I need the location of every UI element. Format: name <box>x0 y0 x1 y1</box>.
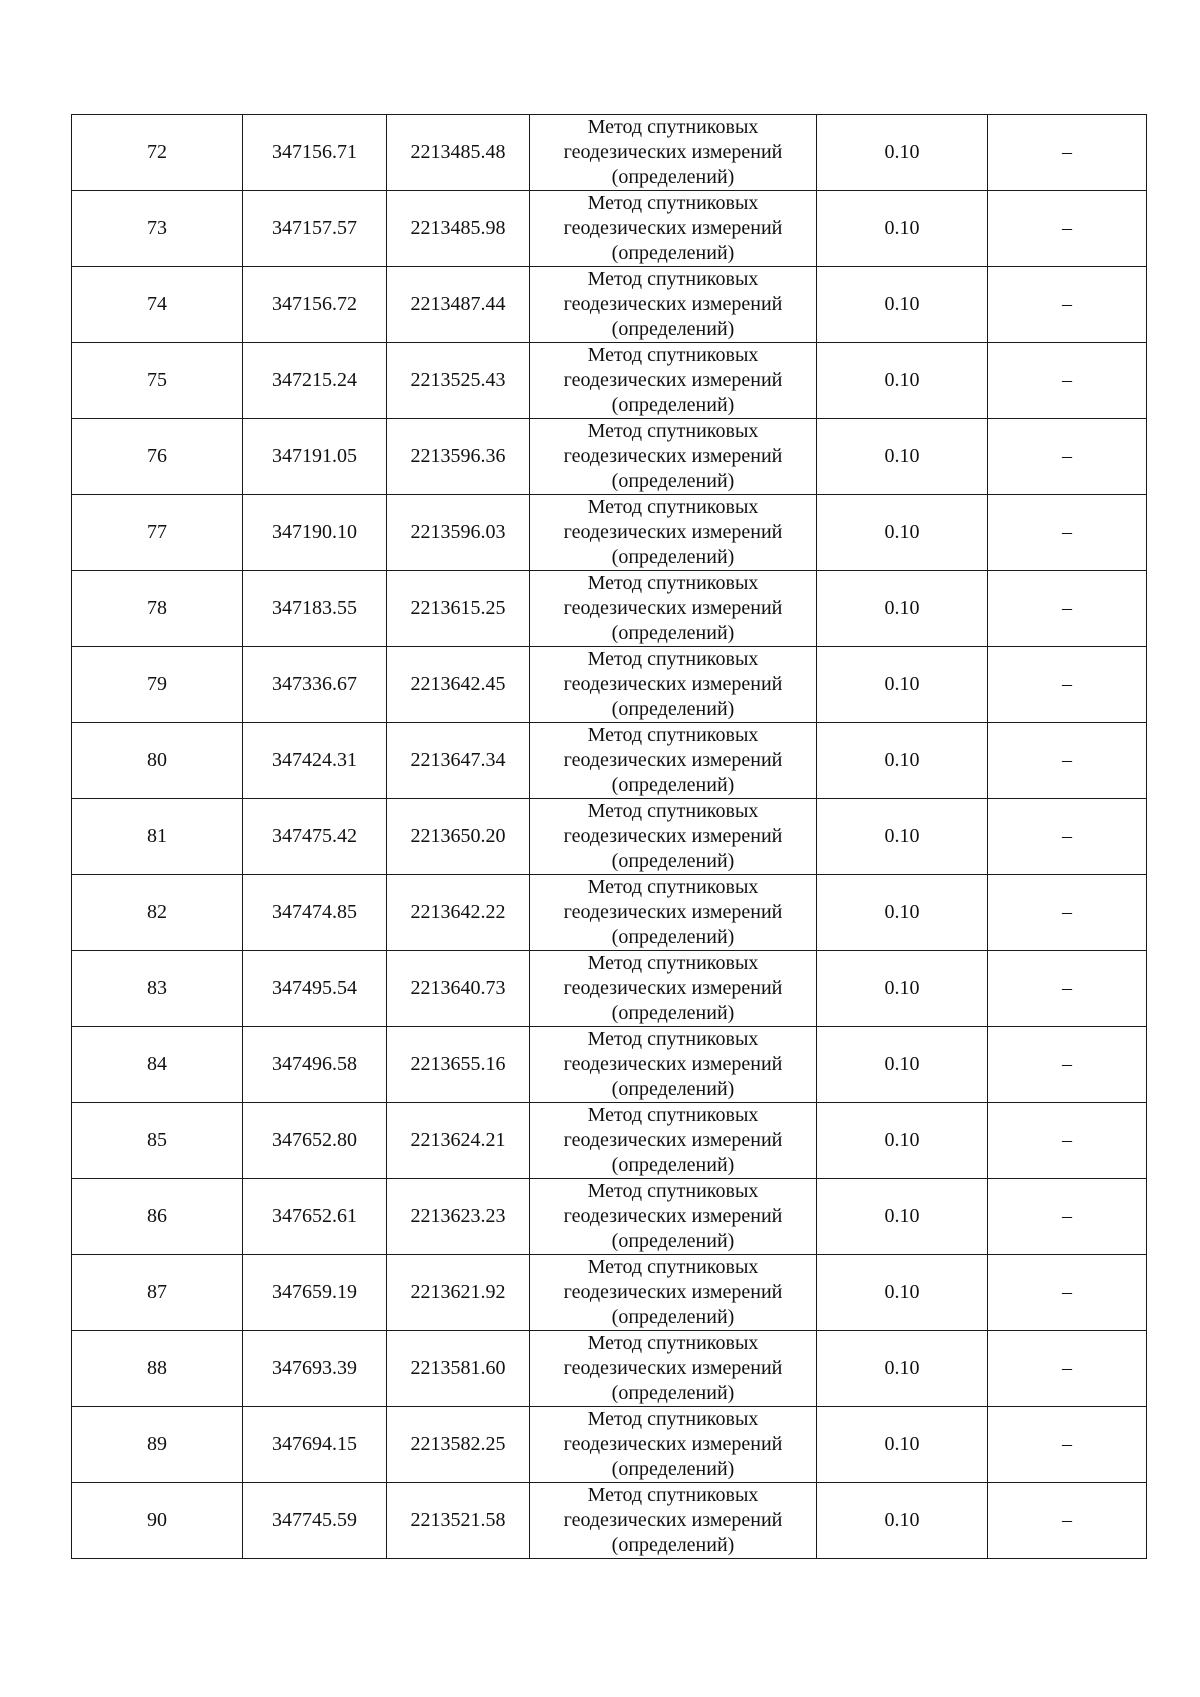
x-coordinate-cell: 347652.61 <box>243 1179 387 1255</box>
method-line: (определений) <box>611 1534 735 1556</box>
method-cell <box>530 951 817 1027</box>
accuracy-cell: 0.10 <box>817 1179 988 1255</box>
y-coordinate-cell: 2213485.48 <box>387 115 530 191</box>
method-cell <box>530 191 817 267</box>
accuracy-cell: 0.10 <box>817 1483 988 1559</box>
method-line: (определений) <box>611 1078 735 1100</box>
method-line: (определений) <box>611 470 735 492</box>
method-line: (определений) <box>611 1002 735 1024</box>
y-coordinate-cell: 2213642.45 <box>387 647 530 723</box>
y-coordinate-cell: 2213655.16 <box>387 1027 530 1103</box>
method-line: (определений) <box>611 1306 735 1328</box>
x-coordinate-cell: 347157.57 <box>243 191 387 267</box>
method-line: Метод спутниковых <box>587 1332 759 1354</box>
method-cell <box>530 571 817 647</box>
method-line: Метод спутниковых <box>587 800 759 822</box>
accuracy-cell: 0.10 <box>817 647 988 723</box>
note-cell: – <box>988 1483 1147 1559</box>
method-line: (определений) <box>611 166 735 188</box>
accuracy-cell: 0.10 <box>817 495 988 571</box>
point-number-cell: 76 <box>72 419 243 495</box>
method-line: (определений) <box>611 1458 735 1480</box>
method-line: (определений) <box>611 394 735 416</box>
method-cell <box>530 115 817 191</box>
note-cell: – <box>988 1255 1147 1331</box>
y-coordinate-cell: 2213624.21 <box>387 1103 530 1179</box>
method-cell <box>530 343 817 419</box>
accuracy-cell: 0.10 <box>817 1027 988 1103</box>
point-number-cell: 90 <box>72 1483 243 1559</box>
method-line: Метод спутниковых <box>587 192 759 214</box>
table-row <box>72 1255 1147 1331</box>
table-row <box>72 1027 1147 1103</box>
table-row <box>72 647 1147 723</box>
accuracy-cell: 0.10 <box>817 115 988 191</box>
x-coordinate-cell: 347694.15 <box>243 1407 387 1483</box>
table-row <box>72 723 1147 799</box>
y-coordinate-cell: 2213623.23 <box>387 1179 530 1255</box>
method-cell <box>530 1407 817 1483</box>
point-number-cell: 89 <box>72 1407 243 1483</box>
accuracy-cell: 0.10 <box>817 723 988 799</box>
method-line: Метод спутниковых <box>587 1256 759 1278</box>
y-coordinate-cell: 2213596.03 <box>387 495 530 571</box>
y-coordinate-cell: 2213647.34 <box>387 723 530 799</box>
table-row <box>72 1407 1147 1483</box>
method-line: Метод спутниковых <box>587 1104 759 1126</box>
point-number-cell: 83 <box>72 951 243 1027</box>
x-coordinate-cell: 347191.05 <box>243 419 387 495</box>
y-coordinate-cell: 2213521.58 <box>387 1483 530 1559</box>
method-cell <box>530 267 817 343</box>
accuracy-cell: 0.10 <box>817 799 988 875</box>
method-line: (определений) <box>611 850 735 872</box>
note-cell: – <box>988 1179 1147 1255</box>
table-row <box>72 571 1147 647</box>
y-coordinate-cell: 2213582.25 <box>387 1407 530 1483</box>
y-coordinate-cell: 2213621.92 <box>387 1255 530 1331</box>
y-coordinate-cell: 2213642.22 <box>387 875 530 951</box>
table-row <box>72 1103 1147 1179</box>
x-coordinate-cell: 347659.19 <box>243 1255 387 1331</box>
method-line: геодезических измерений <box>563 673 783 695</box>
note-cell: – <box>988 951 1147 1027</box>
note-cell: – <box>988 1331 1147 1407</box>
x-coordinate-cell: 347336.67 <box>243 647 387 723</box>
x-coordinate-cell: 347475.42 <box>243 799 387 875</box>
coordinates-table <box>71 114 1147 1559</box>
method-line: Метод спутниковых <box>587 1028 759 1050</box>
method-line: геодезических измерений <box>563 1129 783 1151</box>
x-coordinate-cell: 347652.80 <box>243 1103 387 1179</box>
accuracy-cell: 0.10 <box>817 875 988 951</box>
point-number-cell: 72 <box>72 115 243 191</box>
note-cell: – <box>988 723 1147 799</box>
method-cell <box>530 1027 817 1103</box>
method-cell <box>530 495 817 571</box>
note-cell: – <box>988 1027 1147 1103</box>
method-line: (определений) <box>611 926 735 948</box>
point-number-cell: 81 <box>72 799 243 875</box>
table-row <box>72 343 1147 419</box>
x-coordinate-cell: 347745.59 <box>243 1483 387 1559</box>
method-line: (определений) <box>611 1382 735 1404</box>
method-cell <box>530 799 817 875</box>
method-line: Метод спутниковых <box>587 876 759 898</box>
method-line: Метод спутниковых <box>587 116 759 138</box>
method-line: геодезических измерений <box>563 1053 783 1075</box>
method-line: (определений) <box>611 318 735 340</box>
accuracy-cell: 0.10 <box>817 1331 988 1407</box>
accuracy-cell: 0.10 <box>817 419 988 495</box>
method-cell <box>530 1331 817 1407</box>
method-line: Метод спутниковых <box>587 344 759 366</box>
x-coordinate-cell: 347424.31 <box>243 723 387 799</box>
method-cell <box>530 1483 817 1559</box>
note-cell: – <box>988 115 1147 191</box>
accuracy-cell: 0.10 <box>817 343 988 419</box>
note-cell: – <box>988 571 1147 647</box>
method-cell <box>530 1255 817 1331</box>
table-row <box>72 1483 1147 1559</box>
method-line: геодезических измерений <box>563 749 783 771</box>
method-line: Метод спутниковых <box>587 648 759 670</box>
x-coordinate-cell: 347496.58 <box>243 1027 387 1103</box>
accuracy-cell: 0.10 <box>817 1103 988 1179</box>
table-row <box>72 875 1147 951</box>
x-coordinate-cell: 347215.24 <box>243 343 387 419</box>
method-cell <box>530 647 817 723</box>
note-cell: – <box>988 495 1147 571</box>
method-line: Метод спутниковых <box>587 420 759 442</box>
y-coordinate-cell: 2213485.98 <box>387 191 530 267</box>
method-line: геодезических измерений <box>563 369 783 391</box>
note-cell: – <box>988 1407 1147 1483</box>
accuracy-cell: 0.10 <box>817 1407 988 1483</box>
note-cell: – <box>988 799 1147 875</box>
accuracy-cell: 0.10 <box>817 571 988 647</box>
x-coordinate-cell: 347495.54 <box>243 951 387 1027</box>
x-coordinate-cell: 347693.39 <box>243 1331 387 1407</box>
accuracy-cell: 0.10 <box>817 1255 988 1331</box>
note-cell: – <box>988 343 1147 419</box>
accuracy-cell: 0.10 <box>817 191 988 267</box>
method-line: Метод спутниковых <box>587 496 759 518</box>
point-number-cell: 75 <box>72 343 243 419</box>
x-coordinate-cell: 347190.10 <box>243 495 387 571</box>
y-coordinate-cell: 2213615.25 <box>387 571 530 647</box>
method-cell <box>530 1179 817 1255</box>
method-line: геодезических измерений <box>563 1281 783 1303</box>
method-line: Метод спутниковых <box>587 1180 759 1202</box>
point-number-cell: 85 <box>72 1103 243 1179</box>
method-line: Метод спутниковых <box>587 724 759 746</box>
method-line: геодезических измерений <box>563 1205 783 1227</box>
y-coordinate-cell: 2213581.60 <box>387 1331 530 1407</box>
point-number-cell: 88 <box>72 1331 243 1407</box>
method-line: (определений) <box>611 622 735 644</box>
method-line: Метод спутниковых <box>587 952 759 974</box>
table-row <box>72 951 1147 1027</box>
point-number-cell: 84 <box>72 1027 243 1103</box>
table-row <box>72 1179 1147 1255</box>
table-row <box>72 419 1147 495</box>
method-line: геодезических измерений <box>563 1357 783 1379</box>
x-coordinate-cell: 347474.85 <box>243 875 387 951</box>
method-cell <box>530 875 817 951</box>
method-line: геодезических измерений <box>563 217 783 239</box>
method-line: (определений) <box>611 242 735 264</box>
point-number-cell: 77 <box>72 495 243 571</box>
note-cell: – <box>988 191 1147 267</box>
method-cell <box>530 723 817 799</box>
method-line: геодезических измерений <box>563 825 783 847</box>
note-cell: – <box>988 267 1147 343</box>
table-row <box>72 191 1147 267</box>
table-row <box>72 115 1147 191</box>
method-line: Метод спутниковых <box>587 1484 759 1506</box>
method-line: геодезических измерений <box>563 445 783 467</box>
y-coordinate-cell: 2213640.73 <box>387 951 530 1027</box>
method-line: (определений) <box>611 698 735 720</box>
note-cell: – <box>988 647 1147 723</box>
x-coordinate-cell: 347183.55 <box>243 571 387 647</box>
note-cell: – <box>988 1103 1147 1179</box>
point-number-cell: 82 <box>72 875 243 951</box>
y-coordinate-cell: 2213650.20 <box>387 799 530 875</box>
method-line: (определений) <box>611 1230 735 1252</box>
note-cell: – <box>988 419 1147 495</box>
method-line: геодезических измерений <box>563 521 783 543</box>
note-cell: – <box>988 875 1147 951</box>
method-line: геодезических измерений <box>563 977 783 999</box>
point-number-cell: 74 <box>72 267 243 343</box>
point-number-cell: 78 <box>72 571 243 647</box>
method-cell <box>530 1103 817 1179</box>
coordinates-table-body <box>72 115 1147 1559</box>
method-line: Метод спутниковых <box>587 572 759 594</box>
x-coordinate-cell: 347156.72 <box>243 267 387 343</box>
method-line: геодезических измерений <box>563 141 783 163</box>
table-row <box>72 267 1147 343</box>
method-line: Метод спутниковых <box>587 268 759 290</box>
y-coordinate-cell: 2213487.44 <box>387 267 530 343</box>
table-row <box>72 495 1147 571</box>
method-line: геодезических измерений <box>563 293 783 315</box>
table-row <box>72 1331 1147 1407</box>
method-line: (определений) <box>611 1154 735 1176</box>
method-line: (определений) <box>611 774 735 796</box>
method-line: геодезических измерений <box>563 901 783 923</box>
method-cell <box>530 419 817 495</box>
point-number-cell: 87 <box>72 1255 243 1331</box>
point-number-cell: 73 <box>72 191 243 267</box>
accuracy-cell: 0.10 <box>817 267 988 343</box>
method-line: геодезических измерений <box>563 597 783 619</box>
y-coordinate-cell: 2213525.43 <box>387 343 530 419</box>
x-coordinate-cell: 347156.71 <box>243 115 387 191</box>
method-line: Метод спутниковых <box>587 1408 759 1430</box>
table-row <box>72 799 1147 875</box>
method-line: геодезических измерений <box>563 1509 783 1531</box>
point-number-cell: 86 <box>72 1179 243 1255</box>
accuracy-cell: 0.10 <box>817 951 988 1027</box>
point-number-cell: 80 <box>72 723 243 799</box>
method-line: геодезических измерений <box>563 1433 783 1455</box>
y-coordinate-cell: 2213596.36 <box>387 419 530 495</box>
point-number-cell: 79 <box>72 647 243 723</box>
method-line: (определений) <box>611 546 735 568</box>
